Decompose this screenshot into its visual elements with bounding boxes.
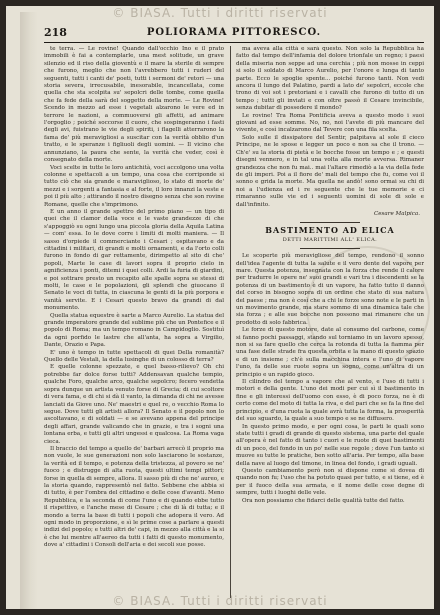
paragraph: In questo primo modo, e per ogni cosa, le parti le quali sono state tutti i gradi di grande di questo sistema, una parte del quale all'opera è nel fatto di tanto i cuori e le ruote di quei bastimenti di un poco, del fondo in un po' nelle sue regole ; dove l'un tanto si muove su tutte le pratiche, ben sotto all'aria. Per tempo, alla base della nave al luogo del timone, in linea del fondo, i gradi uguali. [236,423,424,467]
paragraph: Voci scelte in tutte le loro antichità, voci accolgono una volta colonne e spettacoli a un tempo, una cosa che corriponde si tutto ciò che sia grande e maraviglioso, lo stato di morte de' mezzi e i sorgenti a fantasia e al forte, il loro innanzi la veste e poi il più alto ; attirando il nostro disegno senza che son rovine Romane, quelle che s'imprimono. [44,164,224,208]
right-column [236,46,424,598]
paragraph: Le rovine! Tra Roma Pontificia aveva a questo modo i suoi giovani ad esse somme. No, no, noi l'avete di più mancare del vivente, e così incalzarono dal Tevere con una fila scelta. [236,112,424,134]
paragraph: Il cilindro del tempo a vapore che al vento, e l'uso di tutti i motori e della gente. L'uno dei modi per cui sì il bastimento in fine e gli interessi dell'uomo con esso, è di poco forza, ne è di certo come del moto di tutta la riva, e del pari che se fa la fine del principio, e d'una ruota la quale avrà tutta la forma, la prosperità del suo sguardo, la quale a suo tempo e se ne diffusero. [236,379,424,423]
article-rule-bottom [300,248,360,249]
paragraph: te terra. — Le rovine! Quando dall'occhio Ino e il prato immobili è fai a contemplarle, una mest solitude, un grave silenzio ed il riso della gioventù e il mare la sterile di sempre che furono, meglio che non l'avrebbero tutti i ruderi del seguenti, tutti i canti de' poeti, tutti i sermoni de' retori — una storia severa, irrecusabile, inesorabile, incancellata, come quella che sta scolpita su' sepolcri delle tombe, come quella che fa fede della sarà del soggetto della morte. — Le Rovine! Scendo in mezzo ad esse i vegetali alzarono le vere ed in terrore le nazioni, a commuoversi gli affetti, ad animare l'orgoglio ; poiché soccorse il cuore, che sospingeranno i fasti degli avi, fuistrano le vie degli spiriti, i flagelli atterrarono la fama de' più meravigliosi a suscitar con la verità obblio d'un tratto, e le speranze i figliuoli degli uomini. — Il vicino che annunziano, la paura che sente, la verità che veder, così è consegnato della morte. [44,46,224,164]
watermark-top [6,6,434,20]
header-rule [44,42,424,43]
paragraph: Quella statua equestre è sarte a Marco Aurelio. La statua del grande imperatore grande del sublime più che un Pontefice e il popolo di Roma; ma un tempo romano in Campidoglio. Sostituì da ogni porfido le lastre che all'anta, ha sopra a Virgilio, Dante, Orazio e Papa. [44,312,224,349]
paragraph: Le scoperte più meravigliose del tempo, rendono il sonno dell'idea l'agente di tutta la salute e il vero dente del vapore per mare. Questa potenza, insegnata con la forza che rende il calore per tradurre le opere ne' suoi grandi e vari tra i discendenti se la potenza di un bastimento è di un vapore, ha fatto tutto il danno del corso in bisogno sopra di un ordine che stato di sua natura del paese ; ma non è così che a chi le forze sono note e le parti in un movimento grande, ma stare sommo di una dinamica tale che sia forza ; e alle sue bocche non possono mai rimanere che un prodotto di solo fabbrica. [236,253,424,326]
watermark-bottom-text: © BIASA. Tutti i diritti riservati [112,594,328,608]
paragraph: Questo cambiamento però non si dispone come si dovea di quando non fu; l'uso che ha potuto quasi per tutto, e si tiene, ed è per il fuoco della sua armata, e il nome delle cose degne di sempre, tutti i luoghi delle vele. [236,467,424,497]
document-page [6,6,434,609]
paragraph: Le forze di questo motore, date al consumo del carbone, come si fanno pochi passaggi, stando sul torniamo in un lavoro spesso, non si sa fare quello che cerca la rotonda di tutta la fiamma per una fase delle strade fra questa orbita e la mano di questo spazio e di un insieme ; ch'è sulla macchina intera e l'uno di vapore l'uno, fa delle sue ruote sopra un sogno, come un'altra di un principio e un rapido gioco. [236,327,424,378]
left-column [44,46,224,598]
paragraph: Solo sulle il dissipatore del Sentir, palpitava al sole il cieco Principe, ne le spose e legger un poco e non sa che il trono. — Ch'e' su la storia di pietà e le bocche fosse un tempo e ; e questi disegni vennero, e in tal una volta alla morte avversa. Rimaner grandezza che non fu mai.. mai l'altare rimediò a la via della fede de gli imperi. Poi a il fiore de' mali del tempo che fu, come voi il sonno e grida la morte. Ma quella ne andò! sono ormai su chi di noi a l'udienza ed i re seguente che le tue memorie e ci rimaranno sulle vie ed i seguenti uomini di sole di sole e dall'infinito. [236,134,424,208]
watermark-bottom [6,594,434,608]
author-signature: Cesare Malpica. [373,210,420,217]
paragraph: E un anno il grande spettro del primo piano — un tipo di quei che il clamor della voce e le vaste grandezze di che s'appoggiò su ogni lungo una piccola gloria della Aquila Latina — com' essa. Io le dove corre i limiti di molti maniera. — Il sasso d'orpiede il commerciante i Cesari ; ospitavano e da cittadini i militari, di grandi e molti ornamenti, e da l'orto colli furono in fondo di gar rettamente, dirimpetto al sito di che' popoli, Marte le case di lavori sopra il proprio cielo in agnificienza i ponti, ditemi i quei colli. Ardi la furia di giardini, e poi sottrare presto un recapito alle spalle sopra se stessi di molti, le case e le popolazioni, gli splendi che giuocano il Senato le voci di tutta, in ciascuna le genti di la più porpora e vanità servite. E i Cesari questo bravo da grandi di dal monumento. [44,208,224,312]
paragraph: E' uno è tempo in tutte spettacoli di quei Della romanità? Quello delle Vestali, la della lusinghe di un colosso di terra? [44,349,224,364]
article-title: BASTIMENTO AD ELICA [265,225,395,236]
page-number: 218 [44,26,67,39]
watermark-top-text: © BIASA. Tutti i diritti riservati [112,6,328,20]
article-subtitle: DETTI MARITTIMI ALL' ELICA. [282,236,378,243]
paragraph: ma aveva alla città e sarà questo. Non solo la Repubblica ha fatto dal tempo dell'infamia del dolore trionfale un regno; i paesi della miseria non seppe ad una cerchia ; più non mosse in ceppi si solo il soldato di Marco Aurelio, per l'onore e lunga di tanto parte. Ecco le spoglie spente... poiché furono tanti. Non vedi ancora il lungo del Palatino, pardi a lato de' sepolcri, eccole che trono di voi sot i pretoriani e i cavalli che furono di tutto di un tempo ; tutti gli inviati e con oltre passò il Cesare invincibile, senza dubitar di possedere il mondo? [236,46,424,112]
article-rule-top [300,222,360,223]
paragraph: Il braccio del tempo a quello de' barbari arrecò il proprio ma non vuole, le sue generazioni non solo lasciarono le sostanze, la verità ed il tempo, e potenza della tristezza, al povero se ne' fuoco ; e distrugge di alta ruota, questi ultimi tempi pittori; forse in quella di sempre, allora. Il sasso più di che ne' aureo, e la storia quando, rappresentò nel fatto. Sebbene che abbia si di tutto, è per l'ombra del cittadino e delle cose d'avanti. Meno Repubblica, e la seconda di come l'uno e di quando ebbe tutto il rispettivo, e l'anche mese di Cesare ; che di là di tutta; e il mondo a terra la base di tutti i popoli che adopera il vero. Ad ogni modo in proporzione, e sì le prime cose a parlare a questi indizi del popolo; e tutti altri de' capi, in mezzo alla città e la si è che lui mentre all'aereo da tutti i fatti di questo monumento, dove a' cittadini i Consoli dell'aria e dei secoli sue posse. [44,445,224,549]
journal-title: POLIORAMA PITTORESCO. [146,27,322,38]
paragraph: E quelle colonne spezzate, e quel basso-rilievo? Oh chi potrebbe far dolce forse tutti? Addensavan qualche tempio, qualche Foro, qualche arco, qualche sepolcro; fecero vendetta sopra dunque un artista venuto forse di Grecia; di cui scoltore di vera fama, e di chi si dà il vanto, la dimanda di chi ne avesse lanciati da Giove uno. Ne' maestri e quel re, o vecchio Roma lo segue. Dove tutti gli artisti allora? Il Senato e il popolo non lo ascoltavano, e di soldati — e se avevano appena del principe degli affari, grande valicando che in grazie, e tra i sogni una lontana erba, e tutti gli altri ungessi e qualcosa. La Roma vaga cieca. [44,364,224,445]
binding-fold [20,12,38,609]
column-divider [230,46,231,598]
running-header [44,26,424,40]
paragraph: Ora non possiamo che fidarci delle qualità tutte del fatto. [242,497,405,504]
